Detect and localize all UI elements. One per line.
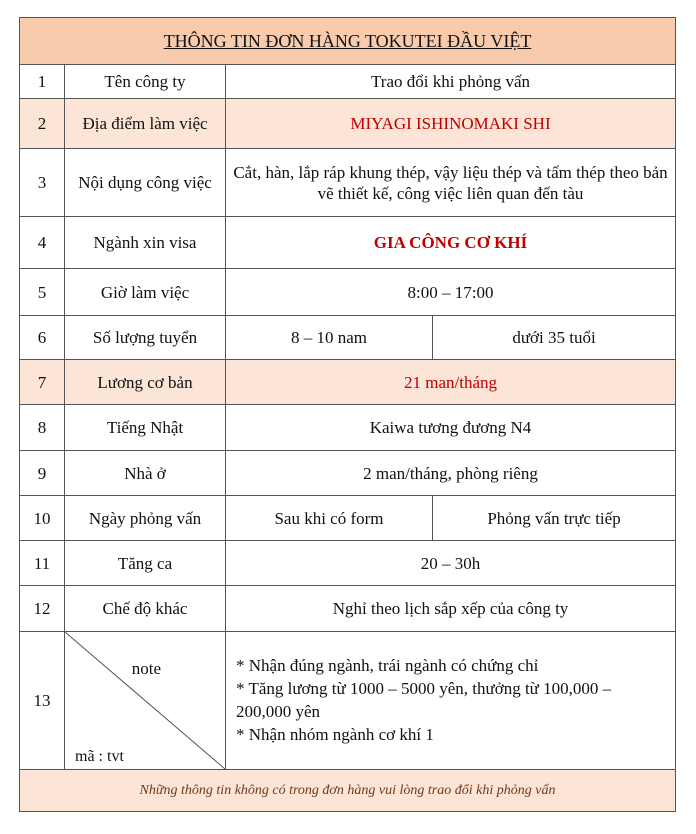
note-label: note — [131, 659, 161, 678]
row-value: GIA CÔNG CƠ KHÍ — [226, 217, 676, 269]
footer-note: Những thông tin không có trong đơn hàng vui lòng trao đổi khi phỏng vấn — [20, 770, 676, 812]
row-label: Ngày phỏng vấn — [65, 496, 226, 541]
row-value: Kaiwa tương đương N4 — [226, 405, 676, 451]
row-label: Lương cơ bản — [65, 360, 226, 405]
note-line: * Nhận nhóm ngành cơ khí 1 — [236, 725, 434, 744]
table-row — [20, 496, 676, 541]
row-number: 4 — [20, 217, 65, 269]
row-number: 3 — [20, 149, 65, 217]
row-value: 20 – 30h — [226, 541, 676, 586]
row-label: Tiếng Nhật — [65, 405, 226, 451]
row-label: Tăng ca — [65, 541, 226, 586]
table-row — [20, 65, 676, 99]
table-title: THÔNG TIN ĐƠN HÀNG TOKUTEI ĐẦU VIỆT — [20, 18, 676, 65]
row-label: Địa điểm làm việc — [65, 99, 226, 149]
table-row — [20, 451, 676, 496]
row-value: Nghỉ theo lịch sắp xếp của công ty — [226, 586, 676, 632]
row-number: 6 — [20, 316, 65, 360]
row-value: 8:00 – 17:00 — [226, 269, 676, 316]
row-label: Nội dụng công việc — [65, 149, 226, 217]
table-row — [20, 269, 676, 316]
row-value-b: dưới 35 tuổi — [433, 316, 676, 360]
row-label: Tên công ty — [65, 65, 226, 99]
row-number: 7 — [20, 360, 65, 405]
row-label: Nhà ở — [65, 451, 226, 496]
table-row — [20, 586, 676, 632]
table-row — [20, 316, 676, 360]
row-value: Cắt, hàn, lắp ráp khung thép, vậy liệu thép và tấm thép theo bản vẽ thiết kế, công việc liên quan đến tàu — [226, 149, 676, 217]
row-number: 13 — [20, 632, 65, 770]
table-row — [20, 217, 676, 269]
row-number: 10 — [20, 496, 65, 541]
row-number: 12 — [20, 586, 65, 632]
row-value-b: Phỏng vấn trực tiếp — [433, 496, 676, 541]
note-line: * Tăng lương từ 1000 – 5000 yên, thưởng từ 100,000 – 200,000 yên — [236, 679, 612, 721]
order-info-table — [19, 17, 676, 812]
table-row — [20, 632, 676, 770]
row-number: 2 — [20, 99, 65, 149]
table-row — [20, 405, 676, 451]
row-value: 2 man/tháng, phòng riêng — [226, 451, 676, 496]
table-row — [20, 360, 676, 405]
row-number: 8 — [20, 405, 65, 451]
note-line: * Nhận đúng ngành, trái ngành có chứng chỉ — [236, 656, 539, 675]
row-value: 21 man/tháng — [226, 360, 676, 405]
table-row — [20, 149, 676, 217]
table-row — [20, 99, 676, 149]
row-label: Số lượng tuyển — [65, 316, 226, 360]
row-label: Chế độ khác — [65, 586, 226, 632]
row-number: 11 — [20, 541, 65, 586]
table-row — [20, 541, 676, 586]
notes-cell — [226, 632, 676, 770]
row-value: MIYAGI ISHINOMAKI SHI — [226, 99, 676, 149]
row-number: 5 — [20, 269, 65, 316]
code-label: mã : tvt — [75, 748, 124, 765]
row-number: 1 — [20, 65, 65, 99]
note-label-cell — [65, 632, 226, 770]
row-value-a: 8 – 10 nam — [226, 316, 433, 360]
row-label: Ngành xin visa — [65, 217, 226, 269]
row-number: 9 — [20, 451, 65, 496]
row-label: Giờ làm việc — [65, 269, 226, 316]
row-value-a: Sau khi có form — [226, 496, 433, 541]
row-value: Trao đổi khi phỏng vấn — [226, 65, 676, 99]
